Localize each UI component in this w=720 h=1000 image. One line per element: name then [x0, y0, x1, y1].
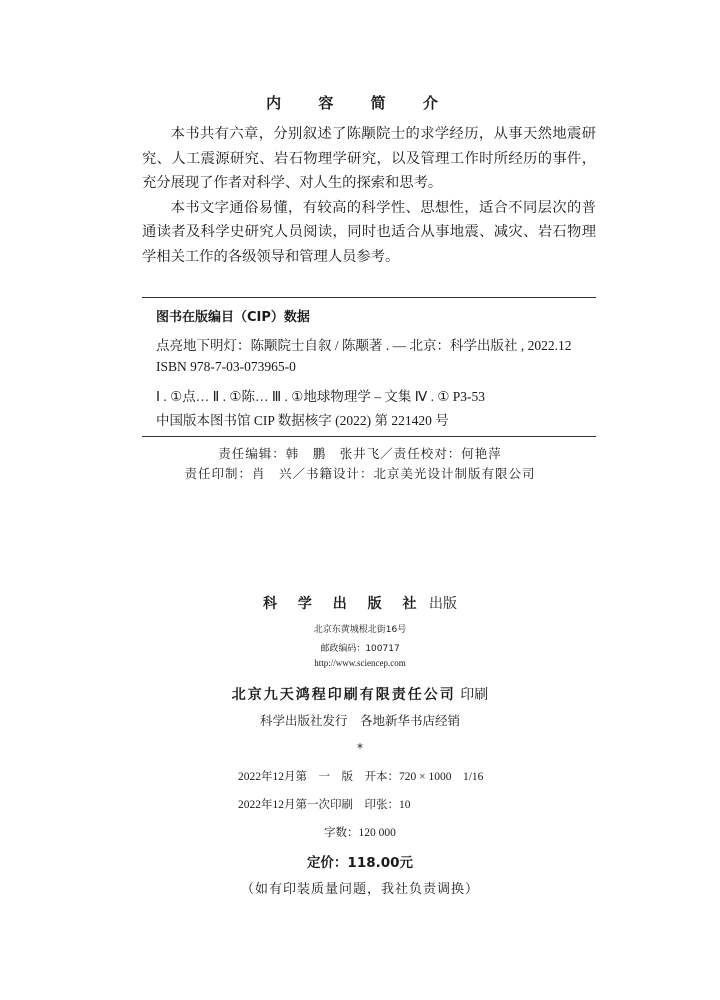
- cip-record-number-line: 中国版本图书馆 CIP 数据核字 (2022) 第 221420 号: [156, 413, 449, 428]
- production-credits: 责任印制：肖 兴／书籍设计：北京美光设计制版有限公司: [184, 466, 536, 481]
- printer-name: 北京九天鸿程印刷有限责任公司: [231, 687, 456, 703]
- edition-format-line: 2022年12月第 一 版 开本：720 × 1000 1/16: [238, 771, 484, 783]
- publisher-url: http://www.sciencep.com: [314, 658, 406, 668]
- cip-data-block: [142, 297, 596, 437]
- publisher-line: [0, 593, 720, 613]
- cip-classification-line: Ⅰ . ①点… Ⅱ . ①陈… Ⅲ . ①地球物理学 – 文集 Ⅳ . ① P3-53: [156, 389, 486, 404]
- separator-star: *: [357, 741, 363, 755]
- page-title: 内 容 简 介: [266, 94, 454, 112]
- word-count: 字数：120 000: [324, 827, 396, 839]
- cip-heading: 图书在版编目（CIP）数据: [156, 310, 310, 325]
- quality-note: （如有印装质量问题，我社负责调换）: [240, 882, 479, 897]
- content-summary: [142, 122, 596, 270]
- cip-isbn-line: ISBN 978-7-03-073965-0: [156, 359, 296, 374]
- printer-line: [0, 684, 720, 704]
- summary-paragraph-1: 本书共有六章，分别叙述了陈颙院士的求学经历，从事天然地震研究、人工震源研究、岩石物理学研究，以及管理工作时所经历的事件，充分展现了作者对科学、对人生的探索和思考。: [142, 126, 596, 192]
- publisher-name: 科 学 出 版 社: [263, 596, 425, 612]
- publisher-address: 北京东黄城根北街16号: [313, 625, 407, 635]
- publisher-postcode: 邮政编码：100717: [320, 644, 400, 654]
- summary-paragraph-2: 本书文字通俗易懂，有较高的科学性、思想性，适合不同层次的普通读者及科学史研究人员阅读，同时也适合从事地震、减灾、岩石物理学相关工作的各级领导和管理人员参考。: [142, 199, 596, 265]
- cip-title-line: 点亮地下明灯：陈颙院士自叙 / 陈颙著 . — 北京：科学出版社 , 2022.12: [156, 338, 572, 353]
- printer-suffix: 印刷: [460, 687, 489, 703]
- printing-sheets-line: 2022年12月第一次印刷 印张：10: [238, 799, 411, 811]
- editor-credits: 责任编辑：韩 鹏 张井飞／责任校对：何艳萍: [218, 446, 502, 461]
- publisher-suffix: 出版: [428, 596, 457, 612]
- price: 定价：118.00元: [306, 855, 414, 871]
- distribution-line: 科学出版社发行 各地新华书店经销: [259, 713, 460, 728]
